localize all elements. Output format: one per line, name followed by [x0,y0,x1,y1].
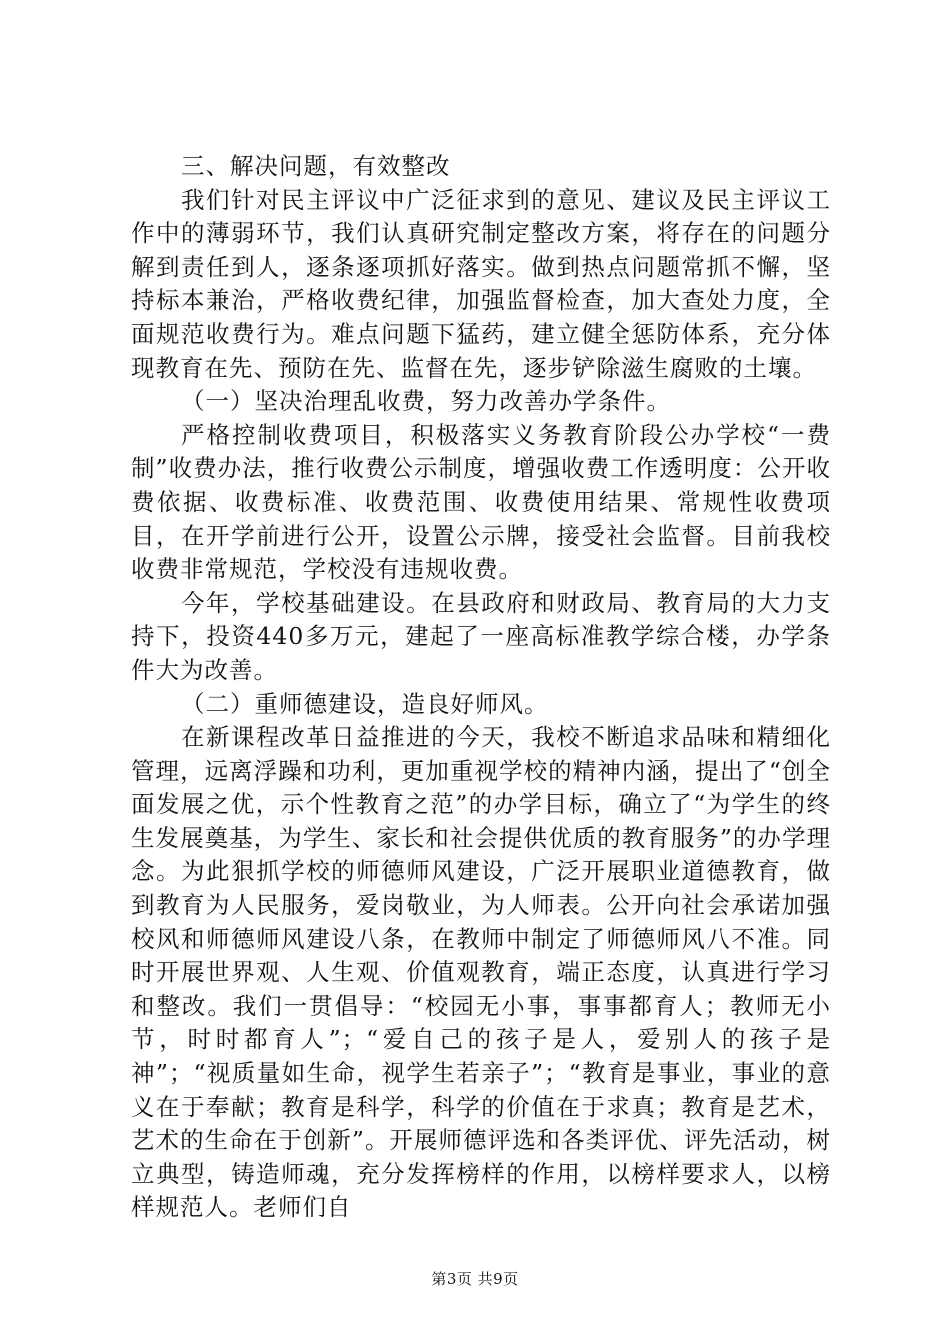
body-paragraph: 我们针对民主评议中广泛征求到的意见、建议及民主评议工作中的薄弱环节，我们认真研究制定整改方案，将存在的问题分解到责任到人，逐条逐项抓好落实。做到热点问题常抓不懈，坚持标本兼治，严格收费纪律，加强监督检查，加大查处力度，全面规范收费行为。难点问题下猛药，建立健全惩防体系，充分体现教育在先、预防在先、监督在先，逐步铲除滋生腐败的土壤。 [131,185,831,382]
body-paragraph: 今年，学校基础建设。在县政府和财政局、教育局的大力支持下，投资440多万元，建起了一座高标准教学综合楼，办学条件大为改善。 [131,588,831,684]
section-heading: 三、解决问题，有效整改 [181,152,451,180]
document-body [131,150,831,1225]
subsection-heading: （一）坚决治理乱收费，努力改善办学条件。 [181,387,671,416]
subsection-heading: （二）重师德建设，造良好师风。 [181,689,549,718]
page-number-footer: 第3页 共9页 [431,1270,519,1288]
body-paragraph: 在新课程改革日益推进的今天，我校不断追求品味和精细化管理，远离浮躁和功利，更加重视学校的精神内涵，提出了“创全面发展之优，示个性教育之范”的办学目标，确立了“为学生的终生发展奠基，为学生、家长和社会提供优质的教育服务”的办学理念。为此狠抓学校的师德师风建设，广泛开展职业道德教育，做到教育为人民服务，爱岗敬业，为人师表。公开向社会承诺加强校风和师德师风建设八条，在教师中制定了师德师风八不准。同时开展世界观、人生观、价值观教育，端正态度，认真进行学习和整改。我们一贯倡导：“校园无小事，事事都育人；教师无小节，时时都育人”；“爱自己的孩子是人，爱别人的孩子是神”；“视质量如生命，视学生若亲子”；“教育是事业，事业的意义在于奉献；教育是科学，科学的价值在于求真；教育是艺术，艺术的生命在于创新”。开展师德评选和各类评优、评先活动，树立典型，铸造师魂，充分发挥榜样的作用，以榜样要求人，以榜样规范人。老师们自 [131,723,831,1222]
body-paragraph: 严格控制收费项目，积极落实义务教育阶段公办学校“一费制”收费办法，推行收费公示制度，增强收费工作透明度：公开收费依据、收费标准、收费范围、收费使用结果、常规性收费项目，在开学前进行公开，设置公示牌，接受社会监督。目前我校收费非常规范，学校没有违规收费。 [131,420,831,584]
